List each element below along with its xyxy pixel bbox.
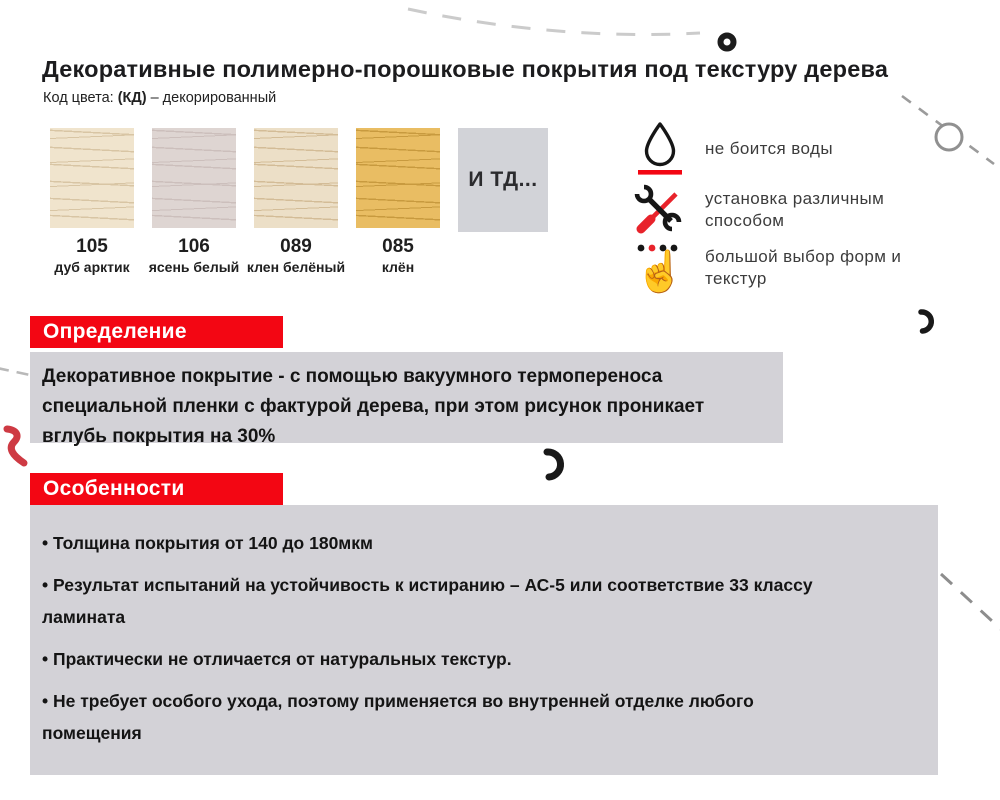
dashed-line-left xyxy=(0,368,30,375)
feature-bullet: • Практически не отличается от натуральных текстур. xyxy=(42,643,892,675)
swatch-strip xyxy=(50,128,548,275)
page-title: Декоративные полимерно-порошковые покрытия под текстуру дерева xyxy=(42,56,889,82)
swatch-name: дуб арктик xyxy=(54,259,130,275)
red-squiggle xyxy=(7,429,24,463)
dashed-curve-top xyxy=(408,9,700,35)
wood-swatch-image xyxy=(356,128,440,228)
dashed-line-topright xyxy=(902,96,994,164)
tools-icon xyxy=(633,184,687,236)
subtitle-code: (КД) xyxy=(117,90,147,106)
wood-swatch-image xyxy=(152,128,236,228)
black-comma-middle xyxy=(547,452,561,477)
features-list xyxy=(633,121,905,293)
feature-bullet: • Толщина покрытия от 140 до 180мкм xyxy=(42,527,892,559)
features-panel xyxy=(30,505,938,775)
definition-body: Декоративное покрытие - с помощью вакуумного термопереноса специальной пленки с фактурой дерева, при этом рисунок проникает вглубь покрытия на 30% xyxy=(30,352,783,443)
feature-row-choice xyxy=(633,243,905,293)
swatch-code: 085 xyxy=(382,236,414,257)
swatch-cell xyxy=(50,128,134,275)
feature-label: установка различным способом xyxy=(705,189,885,230)
swatch-name: клён xyxy=(381,259,415,275)
wood-swatch-image xyxy=(254,128,338,228)
features-bullets xyxy=(42,527,892,749)
swatch-code: 089 xyxy=(280,236,312,257)
dashed-line-bottomright xyxy=(941,574,1000,632)
color-code-subtitle xyxy=(43,90,276,106)
feature-bullet: • Не требует особого ухода, поэтому применяется во внутренней отделке любого помещения xyxy=(42,685,810,749)
hand-choice-icon xyxy=(633,243,687,293)
feature-row-install xyxy=(633,184,905,236)
feature-bullet: • Результат испытаний на устойчивость к истиранию – АС-5 или соответствие 33 классу ламината xyxy=(42,569,892,633)
swatch-cell xyxy=(356,128,440,275)
swatch-cell xyxy=(148,128,240,275)
definition-heading: Определение xyxy=(30,316,283,348)
swatch-name: ясень белый xyxy=(148,259,240,275)
wood-swatch-image xyxy=(50,128,134,228)
features-heading: Особенности xyxy=(30,473,283,505)
feature-label: большой выбор форм и текстур xyxy=(705,247,902,288)
swatch-code: 106 xyxy=(178,236,210,257)
subtitle-suffix: – декорированный xyxy=(150,90,277,106)
pointing-hand-glyph: ☝ xyxy=(635,250,685,294)
swatch-code: 105 xyxy=(76,236,108,257)
feature-row-water xyxy=(633,121,905,177)
swatch-name: клен белёный xyxy=(246,259,346,275)
donut-dot xyxy=(721,36,734,49)
swatch-cell xyxy=(246,128,346,275)
water-drop-icon xyxy=(633,121,687,177)
more-textures-box: И ТД... xyxy=(458,128,548,232)
feature-label: не боится воды xyxy=(705,139,833,159)
black-comma-right xyxy=(921,312,931,331)
subtitle-prefix: Код цвета: xyxy=(43,90,114,106)
circle-outline-topright xyxy=(936,124,962,150)
